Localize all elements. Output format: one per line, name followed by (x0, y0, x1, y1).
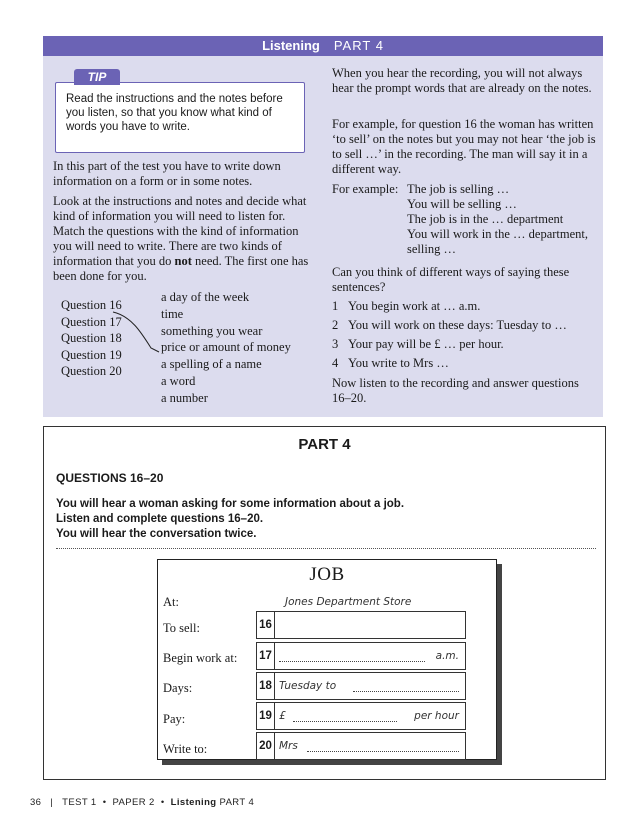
tip-tab: TIP (74, 69, 120, 85)
at-value: Jones Department Store (285, 596, 412, 608)
bullet-icon: • (99, 797, 110, 808)
sentence-item: 2 You will work on these days: Tuesday to … (332, 318, 567, 332)
question-number: 19 (257, 703, 275, 729)
example-item: The job is selling … (407, 182, 510, 196)
part4-title: PART 4 (298, 436, 351, 453)
kind-item: a day of the week (161, 290, 250, 304)
blank-line (279, 661, 425, 662)
footer-part: PART 4 (219, 797, 255, 808)
para2-bold: not (174, 254, 192, 268)
question-item: Question 18 (61, 331, 122, 345)
answer-field-18[interactable] (256, 672, 466, 700)
question-item: Question 16 (61, 298, 122, 312)
question-item: Question 17 (61, 314, 122, 329)
right-paragraph-2: For example, for question 16 the woman has written ‘to sell’ on the notes but you may not hear ‘the job is to sell …’ in the recording. The man will say it in a different way. (332, 117, 596, 176)
para2-text-a: Look at the instructions and notes and decide what kind of information you will need to listen for. Match the questions with the kind of information you will need to write. There are two kinds of information that you do (53, 194, 307, 268)
dotted-divider (56, 548, 596, 549)
left-paragraph-1: In this part of the test you have to write down information on a form or in some notes. (53, 159, 281, 188)
suffix-text: per hour (414, 710, 459, 722)
answer-field-17[interactable] (256, 642, 466, 670)
instruction-line: Listen and complete questions 16–20. (56, 513, 264, 525)
prefix-text: Mrs (279, 740, 298, 752)
footer-separator: | (50, 797, 54, 808)
sentence-item: 3 Your pay will be £ … per hour. (332, 337, 504, 351)
blank-line (353, 691, 459, 692)
kind-item: price or amount of money (161, 340, 291, 355)
answer-content (279, 740, 459, 754)
header-listening: Listening (262, 38, 320, 53)
footer-test: TEST 1 (62, 797, 97, 808)
footer-listening: Listening (170, 797, 217, 808)
answer-field-16[interactable] (256, 611, 466, 639)
answer-field-19[interactable] (256, 702, 466, 730)
answer-content (279, 680, 459, 694)
part4-section (43, 426, 606, 780)
example-item: The job is in the … department (407, 212, 564, 226)
match-line (111, 310, 161, 356)
instruction-line: You will hear the conversation twice. (56, 528, 257, 540)
left-paragraph-2 (53, 194, 315, 284)
row-label: Write to: (163, 742, 208, 756)
tip-panel (43, 36, 603, 417)
answer-content (279, 650, 459, 664)
para2-text-b: need. The first one has been done for you. (53, 254, 309, 283)
header-part: PART 4 (333, 38, 384, 53)
example-item: You will work in the … department, selling … (407, 227, 589, 256)
page-footer (30, 797, 254, 808)
job-form (157, 559, 497, 760)
row-label: To sell: (163, 621, 200, 635)
instruction-line: You will hear a woman asking for some information about a job. (56, 498, 405, 510)
question-item: Question 19 (61, 347, 122, 362)
kind-item: time (161, 306, 184, 321)
kind-item: a spelling of a name (161, 357, 262, 372)
sentence-list (332, 297, 567, 373)
tip-box (55, 70, 305, 153)
prefix-text: Tuesday to (279, 680, 337, 692)
kind-list (161, 289, 291, 407)
kind-item: something you wear (161, 323, 263, 338)
sentence-item: 4 You write to Mrs … (332, 356, 449, 370)
question-number: 18 (257, 673, 275, 699)
question-number: 16 (257, 612, 275, 638)
sentence-item: 1 You begin work at … a.m. (332, 299, 481, 313)
prefix-text: £ (279, 710, 286, 722)
at-label: At: (163, 595, 179, 609)
question-number: 17 (257, 643, 275, 669)
answer-field-20[interactable] (256, 732, 466, 760)
example-item: You will be selling … (407, 197, 517, 211)
right-paragraph-3: Can you think of different ways of saying these sentences? (332, 265, 570, 294)
tip-text: Read the instructions and the notes before you listen, so that you know what kind of words you have to write. (66, 93, 283, 133)
questions-heading: QUESTIONS 16–20 (56, 471, 164, 485)
row-label: Pay: (163, 712, 186, 726)
right-paragraph-4: Now listen to the recording and answer questions 16–20. (332, 376, 579, 405)
blank-line (307, 751, 459, 752)
form-title: JOB (309, 564, 345, 585)
answer-content (279, 710, 459, 724)
panel-header (43, 36, 603, 56)
kind-item: a number (161, 390, 208, 405)
suffix-text: a.m. (435, 650, 459, 662)
instructions (56, 497, 404, 542)
example-list (407, 182, 599, 257)
answer-content (279, 619, 459, 633)
right-paragraph-1: When you hear the recording, you will not always hear the prompt words that are already on the notes. (332, 66, 592, 95)
bullet-icon: • (157, 797, 168, 808)
example-label: For example: (332, 182, 399, 196)
question-number: 20 (257, 733, 275, 759)
blank-line (293, 721, 397, 722)
row-label: Begin work at: (163, 651, 238, 665)
row-label: Days: (163, 681, 193, 695)
page-number: 36 (30, 797, 42, 808)
kind-item: a word (161, 373, 196, 388)
question-item: Question 20 (61, 364, 122, 378)
footer-paper: PAPER 2 (112, 797, 155, 808)
